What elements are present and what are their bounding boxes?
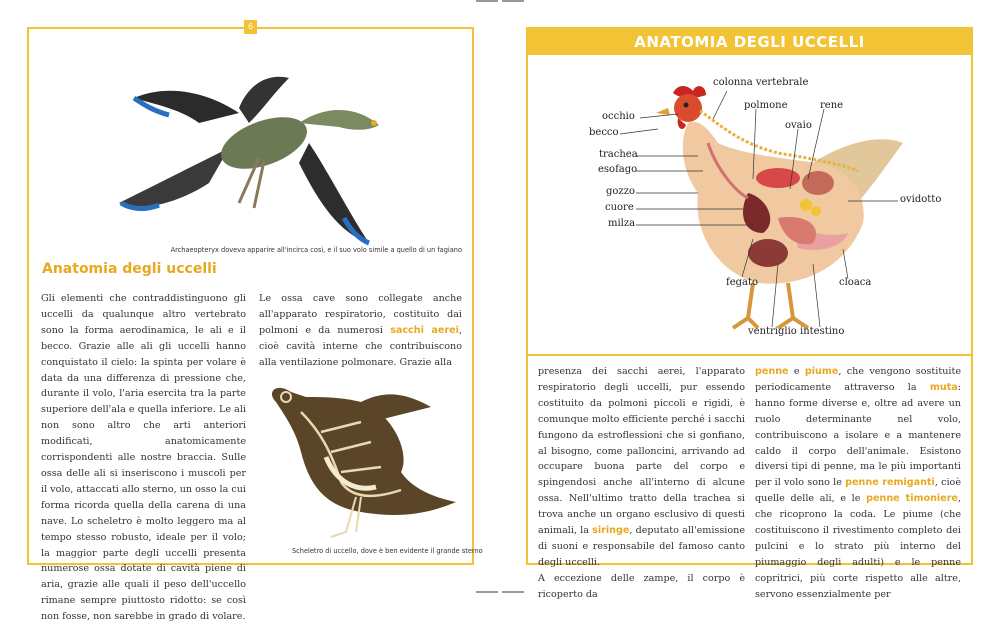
highlight-term: muta	[929, 381, 958, 393]
skeleton-caption: Scheletro di uccello, dove è ben evidente il grande sterno	[292, 547, 483, 555]
label-polmone: polmone	[744, 100, 788, 111]
right-text-column-2	[755, 364, 961, 603]
crop-mark	[502, 0, 524, 2]
highlight-term: siringe	[592, 525, 630, 537]
left-text-column-2	[259, 291, 462, 371]
body-paragraph	[538, 364, 745, 571]
illustration-caption: Archaeopteryx doveva apparire all'incirca così, e il suo volo simile a quello di un fagiano	[170, 246, 462, 254]
bird-skeleton-illustration	[261, 372, 461, 542]
section-heading: Anatomia degli uccelli	[42, 261, 217, 277]
page-banner-title: ANATOMIA DEGLI UCCELLI	[528, 29, 971, 55]
label-colonna-vertebrale: colonna vertebrale	[713, 77, 809, 88]
right-page	[526, 27, 973, 600]
body-paragraph: Gli elementi che contraddistinguono gli uccelli da qualunque altro vertebrato sono la forma aerodinamica, le ali e il becco. Grazie alle ali gli uccelli hanno conquistato il cielo: la spinta per volare è data da una differenza di pressione che, durante il volo, l'aria esercita tra la parte superiore dell'ala e quella inferiore. Le ali non sono altro che arti anteriori modificati, anatomicamente corrispondenti alle nostre braccia. Sulle ossa delle ali si inseriscono i muscoli per il volo, attaccati allo sterno, un osso la cui forma ricorda quella della carena di una nave. Lo scheletro è molto leggero ma al tempo stesso robusto, ideale per il volo; la maggior parte degli uccelli presenta numerose ossa dotate di cavità piene di aria, grazie alle quali il peso dell'uccello rimane sempre piuttosto ridotto: se così non fosse, non sarebbe in grado di volare.	[41, 293, 247, 623]
text-run: presenza dei sacchi aerei, l'apparato respiratorio degli uccelli, pur essendo costituito da polmoni piccoli e rigidi, è comunque molto efficiente perché i sacchi fungono da estroflessioni che si gonfiano, al bisogno, come palloncini, arrivando ad occupare buona parte del corpo e spingendosi anche all'interno di alcune ossa. Nell'ultimo tratto della trachea si trova anche un organo esclusivo di questi animali, la	[538, 366, 745, 537]
label-becco: becco	[589, 127, 619, 138]
label-cuore: cuore	[605, 202, 634, 213]
label-ovaio: ovaio	[785, 120, 812, 131]
right-text-column-1	[538, 364, 745, 603]
label-gozzo: gozzo	[606, 186, 635, 197]
highlight-term: penne remiganti	[845, 477, 935, 489]
highlight-term: piume	[804, 366, 839, 377]
label-esofago: esofago	[598, 164, 638, 175]
label-rene: rene	[820, 100, 844, 111]
highlight-term: penne timoniere	[866, 493, 958, 505]
left-text-column-1	[41, 291, 246, 625]
label-milza: milza	[608, 218, 636, 229]
text-run: , che vengono sostituite periodicamente attraverso la	[755, 366, 961, 393]
left-page	[27, 22, 483, 623]
text-run: , cioè quelle delle ali, e le	[755, 477, 961, 505]
body-paragraph	[259, 291, 462, 371]
section-divider	[528, 354, 971, 356]
text-run: , deputato all'emissione di suoni e responsabile del famoso canto degli uccelli.	[538, 525, 745, 568]
label-trachea: trachea	[599, 149, 638, 160]
label-fegato: fegato	[726, 277, 759, 288]
body-paragraph: A eccezione delle zampe, il corpo è ricoperto da	[538, 572, 745, 600]
label-ovidotto: ovidotto	[900, 194, 942, 205]
page-number: 6	[244, 20, 257, 34]
archaeopteryx-illustration	[89, 53, 409, 253]
highlight-term: penne	[755, 366, 789, 377]
label-cloaca: cloaca	[839, 277, 872, 288]
text-run: Le ossa cave sono collegate anche all'apparato respiratorio, costituito dai polmoni e da numerosi	[259, 293, 462, 336]
text-run: , che ricoprono la coda. Le piume (che costituiscono il rivestimento completo dei pulcini e lo strato più interno del piumaggio degli adulti) e le penne copritrici, più corte rispetto alle altre, servono essenzialmente per	[755, 493, 961, 600]
highlight-term: sacchi aerei	[390, 324, 459, 336]
label-occhio: occhio	[602, 111, 635, 122]
text-run: e	[788, 366, 805, 377]
label-intestino: intestino	[800, 326, 845, 337]
label-ventriglio: ventriglio	[748, 326, 797, 337]
crop-mark	[476, 0, 498, 2]
body-paragraph	[755, 364, 961, 603]
text-run: : hanno forme diverse e, oltre ad avere un ruolo determinante nel volo, contribuiscono a isolare e a mantenere caldo il corpo dell'animale. Esistono diversi tipi di penne, ma le più importanti per il volo sono le	[755, 381, 961, 489]
text-run: , cioè cavità interne che contribuiscono alla ventilazione polmonare. Grazie alla	[259, 324, 462, 368]
